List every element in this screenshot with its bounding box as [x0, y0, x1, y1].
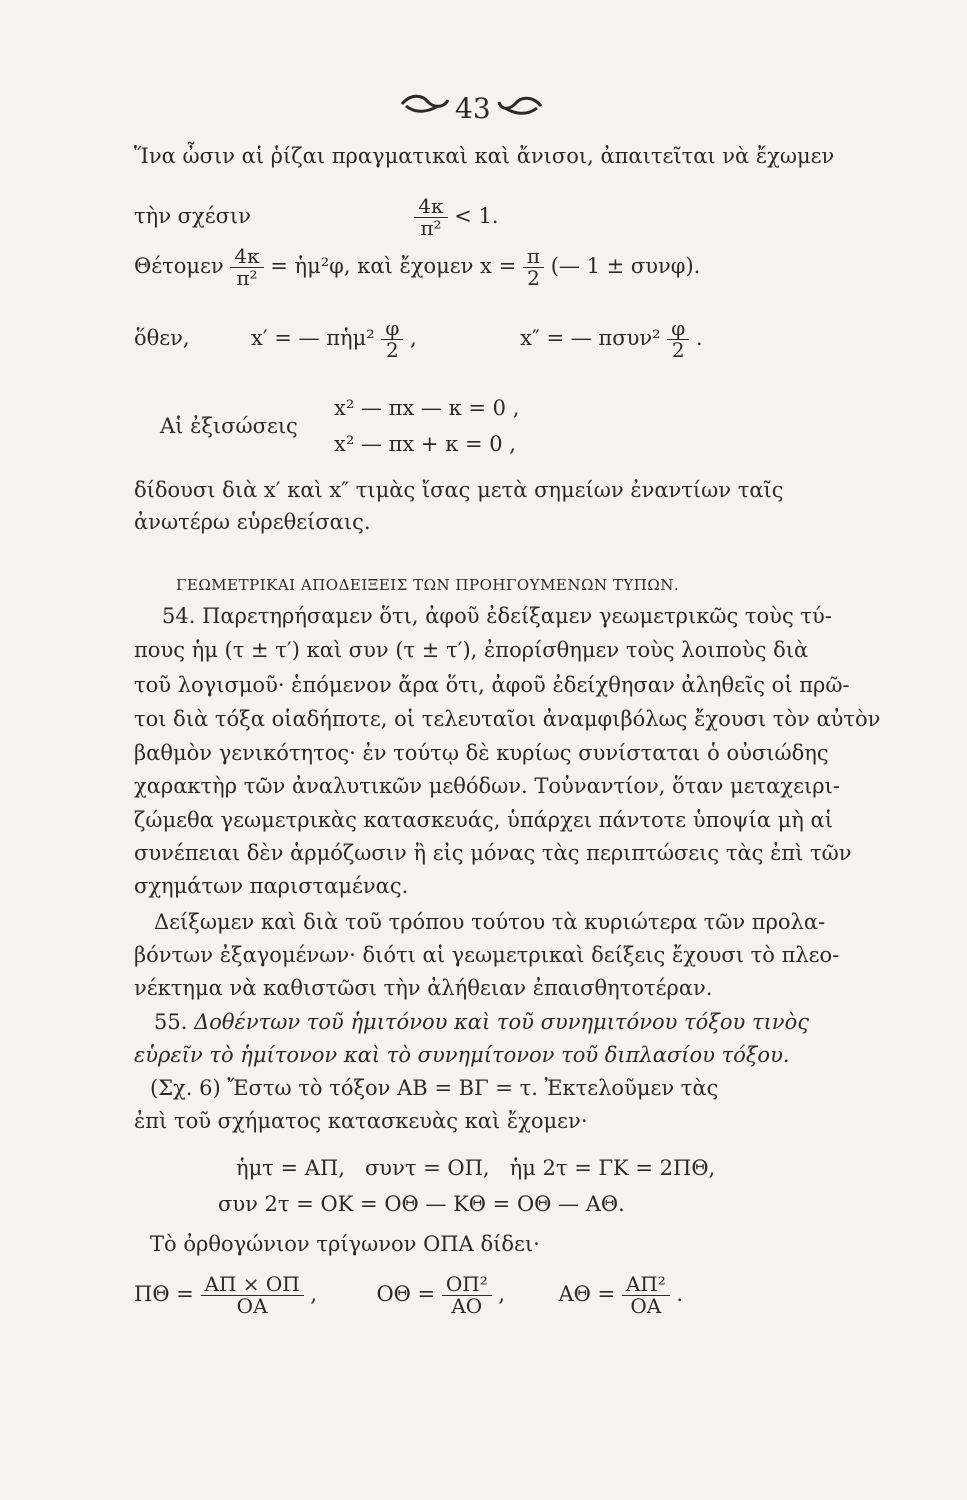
at-fraction: [622, 1274, 670, 1317]
para55-line-1: [154, 1012, 809, 1033]
pt-numerator: ΑΠ × ΟΠ: [201, 1274, 304, 1296]
hence-dot: .: [695, 326, 703, 350]
proofs-line-2: βόντων ἐξαγομένων· διότι αἱ γεωμετρικαὶ δείξεις ἔχουσι τὸ πλεο-: [134, 943, 840, 967]
para54-line-8: συνέπειαι δὲν ἁρμόζωσιν ἢ εἰς μόνας τὰς περιπτώσεις τὰς ἐπὶ τῶν: [134, 841, 852, 865]
hence-lead: ὅθεν,: [134, 326, 190, 350]
para55-number: 55.: [154, 1010, 188, 1034]
triangle-line: Τὸ ὀρθογώνιον τρίγωνον ΟΠΑ δίδει·: [150, 1232, 540, 1256]
at-numerator: ΑΠ²: [622, 1274, 670, 1296]
pt-lhs: ΠΘ =: [134, 1282, 194, 1306]
set-numerator: 4κ: [230, 246, 263, 268]
equation-1: x² — πx — κ = 0 ,: [334, 396, 520, 420]
ot-fraction: [442, 1274, 492, 1317]
set-tail: (— 1 ± συνφ).: [550, 254, 701, 278]
page-number: 43: [455, 92, 491, 125]
sep-1: ,: [310, 1282, 318, 1306]
x-prime-expression: x′ = — πἡμ²: [250, 326, 375, 350]
half-phi-fraction-2: [667, 318, 689, 361]
hence-line: [134, 318, 703, 361]
phi-numerator: φ: [667, 318, 689, 340]
ot-numerator: ΟΠ²: [442, 1274, 492, 1296]
pt-denominator: ΟΑ: [236, 1294, 268, 1318]
relations-line-2: συν 2τ = ΟΚ = ΟΘ — ΚΘ = ΟΘ — ΑΘ.: [218, 1192, 625, 1216]
ot-lhs: ΟΘ =: [376, 1282, 436, 1306]
set-middle: = ἡμ²φ, καὶ ἔχομεν x =: [270, 254, 517, 278]
set-fraction: [230, 246, 263, 289]
right-ornament-icon: [497, 94, 545, 118]
set-denominator: π²: [236, 266, 258, 290]
equations-label: Αἱ ἐξισώσεις: [160, 414, 298, 438]
equation-2: x² — πx + κ = 0 ,: [334, 432, 516, 456]
para54-line-9: σχημάτων παρισταμένας.: [134, 874, 409, 898]
relation-numerator: 4κ: [414, 196, 447, 218]
set-lead: Θέτομεν: [134, 254, 224, 278]
relation-rest: < 1.: [454, 204, 499, 228]
half-phi-fraction-1: [381, 318, 403, 361]
para55-statement: Δοθέντων τοῦ ἡμιτόνου καὶ τοῦ συνημιτόνου τόξου τινὸς: [194, 1010, 809, 1034]
two-denominator: 2: [386, 338, 399, 362]
para54-line-1: 54. Παρετηρήσαμεν ὅτι, ἀφοῦ ἐδείξαμεν γεωμετρικῶς τοὺς τύ-: [162, 604, 832, 628]
intro-line-2: [134, 196, 499, 239]
proofs-line-3: νέκτημα νὰ καθιστῶσι τὴν ἀλήθειαν ἐπαισθητοτέραν.: [134, 976, 713, 1000]
fig6-line-1: (Σχ. 6) Ἔστω τὸ τόξον ΑΒ = ΒΓ = τ. Ἐκτελοῦμεν τὰς: [150, 1076, 719, 1100]
sep-2: ,: [498, 1282, 506, 1306]
phi-numerator: φ: [381, 318, 403, 340]
para54-line-3: τοῦ λογισμοῦ· ἑπόμενον ἄρα ὅτι, ἀφοῦ ἐδείχθησαν ἀληθεῖς οἱ πρῶ-: [134, 673, 850, 697]
left-ornament-icon: [398, 92, 452, 116]
intro-lead: τὴν σχέσιν: [134, 204, 251, 228]
x-fraction: [523, 246, 544, 289]
give-line-2: ἀνωτέρω εὑρεθείσαις.: [134, 510, 371, 534]
para55-line-2: εὑρεῖν τὸ ἡμίτονον καὶ τὸ συνημίτονον τοῦ διπλασίου τόξου.: [134, 1043, 790, 1067]
relation-denominator: π²: [420, 216, 442, 240]
proofs-line-1: Δείξωμεν καὶ διὰ τοῦ τρόπου τούτου τὰ κυριώτερα τῶν προλα-: [154, 910, 826, 934]
hence-comma: ,: [410, 326, 417, 350]
pt-fraction: [201, 1274, 304, 1317]
at-lhs: ΑΘ =: [558, 1282, 616, 1306]
para54-line-2: πους ἡμ (τ ± τ′) καὶ συν (τ ± τ′), ἐπορίσθημεν τοὺς λοιποὺς διὰ: [134, 638, 809, 662]
intro-line-1: Ἵνα ὦσιν αἱ ῥίζαι πραγματικαὶ καὶ ἄνισοι, ἀπαιτεῖται νὰ ἔχωμεν: [134, 144, 835, 168]
fig6-line-2: ἐπὶ τοῦ σχήματος κατασκευὰς καὶ ἔχομεν·: [134, 1109, 588, 1133]
para54-line-4: τοι διὰ τόξα οἱαδήποτε, οἱ τελευταῖοι ἀναμφιβόλως ἔχουσι τὸν αὐτὸν: [134, 707, 881, 731]
para54-line-7: ζώμεθα γεωμετρικὰς κατασκευάς, ὑπάρχει πάντοτε ὑποψία μὴ αἱ: [134, 808, 833, 832]
give-line-1: δίδουσι διὰ x′ καὶ x″ τιμὰς ἴσας μετὰ σημείων ἐναντίων ταῖς: [134, 478, 784, 502]
para54-line-6: χαρακτὴρ τῶν ἀναλυτικῶν μεθόδων. Τοὐναντίον, ὅταν μεταχειρι-: [134, 774, 840, 798]
x-double-prime-expression: x″ = — πσυν²: [520, 326, 661, 350]
final-formulas: [134, 1274, 683, 1317]
x-denominator: 2: [527, 266, 540, 290]
x-numerator: π: [523, 246, 544, 268]
relations-line-1: ἡμτ = ΑΠ, συντ = ΟΠ, ἡμ 2τ = ΓΚ = 2ΠΘ,: [236, 1156, 716, 1180]
two-denominator: 2: [671, 338, 685, 362]
at-denominator: ΟΑ: [630, 1294, 662, 1318]
para54-line-5: βαθμὸν γενικότητος· ἐν τούτῳ δὲ κυρίως συνίσταται ὁ οὐσιώδης: [134, 741, 829, 765]
relation-fraction: [414, 196, 447, 239]
section-title: ΓΕΩΜΕΤΡΙΚΑΙ ΑΠΟΔΕΙΞΕΙΣ ΤΩΝ ΠΡΟΗΓΟΥΜΕΝΩΝ ΤΥΠΩΝ.: [176, 576, 680, 594]
set-line: [134, 246, 700, 289]
final-dot: .: [676, 1282, 684, 1306]
ot-denominator: ΑΟ: [451, 1294, 483, 1318]
